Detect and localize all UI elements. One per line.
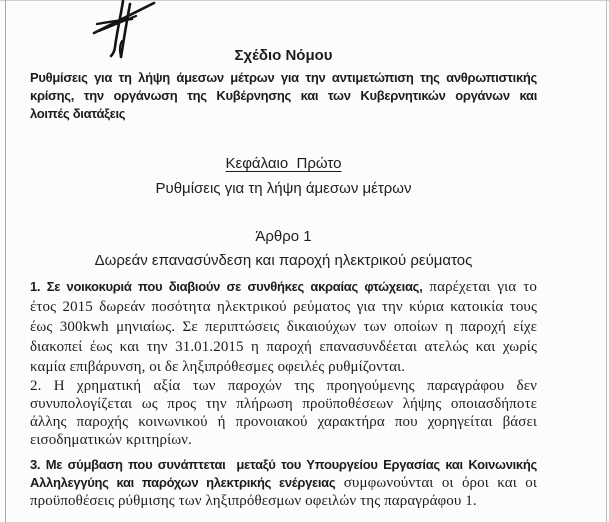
text-line — [30, 431, 537, 449]
text-segment-serif: έτος 2015 δωρεάν ποσότητα ηλεκτρικού ρεύματος για την κύρια κατοικία τους — [30, 299, 537, 315]
text-segment-serif: παρέχεται για το — [422, 279, 537, 295]
chapter-subtitle: Ρυθμίσεις για τη λήψη άμεσων μέτρων — [155, 180, 412, 197]
text-line — [30, 456, 537, 474]
text-line — [30, 492, 537, 510]
text-line — [30, 87, 537, 105]
text-segment-serif: καμία επιβάρυνση, οι δε ληξιπρόθεσμες οφειλές ρυθμίζονται. — [30, 359, 406, 375]
text-line — [30, 105, 537, 123]
text-segment-sans: Ρυθμίσεις για τη λήψη άμεσων μέτρων για την αντιμετώπιση της ανθρωπιστικής — [30, 70, 537, 85]
text-line — [30, 474, 537, 492]
body-paragraph-1 — [30, 277, 537, 377]
text-line — [30, 377, 537, 395]
text-line — [30, 297, 537, 317]
chapter-heading: Κεφάλαιο Πρώτο — [225, 155, 342, 172]
text-segment-serif: άλλης παροχής κοινωνικού ή προνοιακού χαρακτήρα που χορηγείται βάσει — [30, 414, 537, 430]
text-segment-serif: διακοπεί έως και την 31.01.2015 η παροχή επανασυνδέεται ατελώς και χωρίς — [30, 339, 537, 355]
text-line — [30, 337, 537, 357]
article-heading: Άρθρο 1 — [255, 228, 312, 245]
text-line — [30, 395, 537, 413]
text-segment-sans: 3. Με σύμβαση που συνάπτεται μεταξύ του Υπουργείου Εργασίας και Κοινωνικής — [30, 457, 537, 472]
body-paragraph-2 — [30, 377, 537, 449]
text-segment-serif: εισοδηματικών κριτηρίων. — [30, 432, 192, 448]
text-segment-serif: 2. Η χρηματική αξία των παροχών της προηγούμενης παραγράφου δεν — [30, 378, 537, 394]
article-subtitle: Δωρεάν επανασύνδεση και παροχή ηλεκτρικού ρεύματος — [94, 252, 473, 269]
text-segment-serif: έως 300kwh μηνιαίως. Σε περιπτώσεις δικαιούχων των οποίων η παροχή είχε — [30, 319, 537, 335]
text-line — [30, 69, 537, 87]
text-segment-sans: Αλληλεγγύης και παρόχων ηλεκτρικής ενέργειας — [30, 475, 336, 490]
text-segment-sans: κρίσης, την οργάνωση της Κυβέρνησης και των Κυβερνητικών οργάνων και — [30, 88, 537, 103]
text-line — [30, 277, 537, 297]
text-segment-sans: 1. Σε νοικοκυριά που διαβιούν σε συνθήκες ακραίας φτώχειας, — [30, 279, 423, 294]
text-line — [30, 357, 537, 377]
text-line — [30, 413, 537, 431]
text-line — [30, 317, 537, 337]
text-segment-serif: συνυπολογίζεται ως προς την πλήρωση προϋποθέσεων λήψης οποιασδήποτε — [30, 396, 537, 412]
text-segment-serif: προϋποθέσεις ρύθμισης των ληξιπρόθεσμων οφειλών της παραγράφου 1. — [30, 493, 477, 509]
text-segment-serif: συμφωνούνται οι όροι και οι — [335, 475, 538, 491]
page-edge-right — [606, 0, 607, 522]
body-paragraph-3 — [30, 456, 537, 510]
page-edge-left — [5, 0, 6, 522]
text-segment-sans: λοιπές διατάξεις — [30, 106, 126, 121]
document-title: Σχέδιο Νόμου — [234, 47, 333, 64]
intro-paragraph — [30, 69, 537, 123]
